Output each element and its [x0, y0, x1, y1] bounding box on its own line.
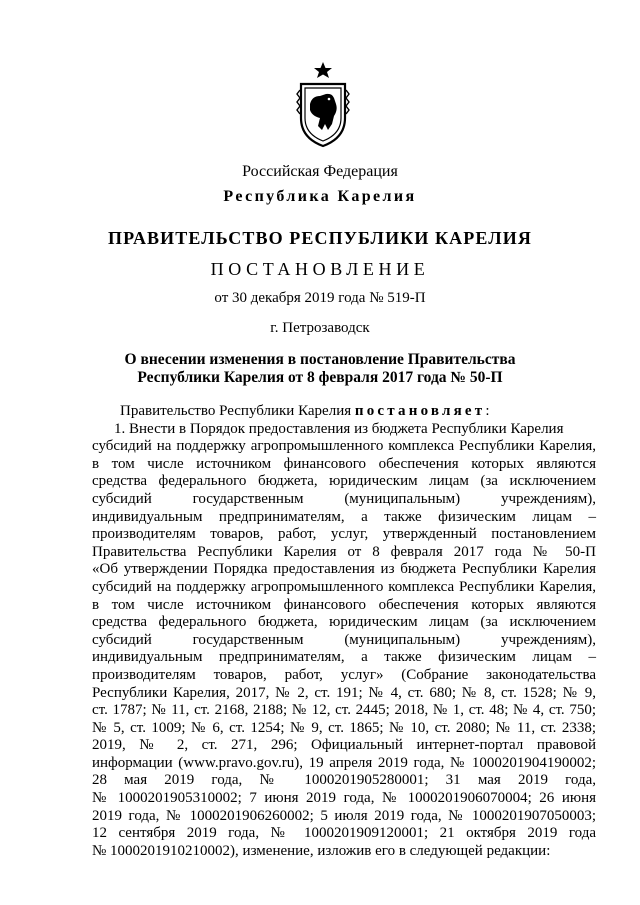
body-line: 2019, № 2, ст. 271, 296; Официальный интернет-портал правовой	[92, 737, 596, 754]
body-line: № 1000201910210002), изменение, изложив его в следующей редакции:	[92, 842, 551, 859]
body-line: 2019 года, № 1000201906260002; 5 июля 2019 года, № 1000201907050003;	[92, 807, 596, 824]
body-line: № 5, ст. 1009; № 6, ст. 1254; № 9, ст. 1865; № 10, ст. 2080; № 11, ст. 2338;	[92, 719, 596, 736]
intro-keyword: постановляет	[354, 403, 486, 419]
document-date-number: от 30 декабря 2019 года № 519-П	[214, 290, 426, 306]
body-line: в том числе источником финансового обеспечения которых являются	[92, 455, 596, 472]
body-line: производителям товаров, работ, услуг» (Собрание законодательства	[92, 666, 596, 683]
body-line: № 1000201905310002; 7 июня 2019 года, № 1000201906070004; 26 июня	[92, 790, 596, 807]
document-body	[92, 403, 596, 860]
body-line: индивидуальным предпринимателям, а также физическим лицам –	[92, 649, 596, 666]
subject-line-1: О внесении изменения в постановление Правительства	[124, 351, 516, 368]
intro-suffix: :	[485, 403, 490, 419]
body-line: 28 мая 2019 года, № 1000201905280001; 31 мая 2019 года,	[92, 772, 596, 789]
country-name: Российская Федерация	[242, 163, 398, 180]
document-subject	[0, 351, 640, 387]
intro-prefix: Правительство Республики Карелия	[120, 403, 355, 419]
body-line: Правительства Республики Карелия от 8 февраля 2017 года № 50-П	[92, 543, 596, 560]
document-city: г. Петрозаводск	[270, 320, 370, 336]
body-line: субсидий государственным (муниципальным) учреждениям),	[92, 490, 596, 507]
document-type: ПОСТАНОВЛЕНИЕ	[210, 259, 430, 279]
karelia-coat-of-arms-icon	[296, 60, 350, 148]
body-line: средства федерального бюджета, юридическим лицам (за исключением	[92, 614, 596, 631]
body-line: средства федерального бюджета, юридическим лицам (за исключением	[92, 473, 596, 490]
body-line: «Об утверждении Порядка предоставления из бюджета Республики Карелия	[92, 561, 596, 578]
subject-line-2: Республики Карелия от 8 февраля 2017 года № 50-П	[137, 369, 503, 386]
body-line: 1. Внести в Порядок предоставления из бюджета Республики Карелия	[114, 420, 564, 437]
body-line: субсидий государственным (муниципальным) учреждениям),	[92, 631, 596, 648]
body-line: субсидий на поддержку агропромышленного комплекса Республики Карелия,	[92, 578, 596, 595]
body-line: информации (www.pravo.gov.ru), 19 апреля 2019 года, № 1000201904190002;	[92, 754, 596, 771]
body-line: ст. 1787; № 11, ст. 2168, 2188; № 12, ст. 2445; 2018, № 1, ст. 48; № 4, ст. 750;	[92, 702, 596, 719]
body-line: 12 сентября 2019 года, № 1000201909120001; 21 октября 2019 года	[92, 825, 596, 842]
body-line: производителям товаров, работ, услуг, утвержденный постановлением	[92, 526, 596, 543]
body-line: индивидуальным предпринимателям, а также физическим лицам –	[92, 508, 596, 525]
body-line: субсидий на поддержку агропромышленного комплекса Республики Карелия,	[92, 438, 596, 455]
government-title: ПРАВИТЕЛЬСТВО РЕСПУБЛИКИ КАРЕЛИЯ	[108, 228, 532, 248]
republic-name: Республика Карелия	[223, 188, 417, 205]
body-line: в том числе источником финансового обеспечения которых являются	[92, 596, 596, 613]
intro-line	[92, 403, 596, 421]
body-line: Республики Карелия, 2017, № 2, ст. 191; № 4, ст. 680; № 8, ст. 1528; № 9,	[92, 684, 596, 701]
